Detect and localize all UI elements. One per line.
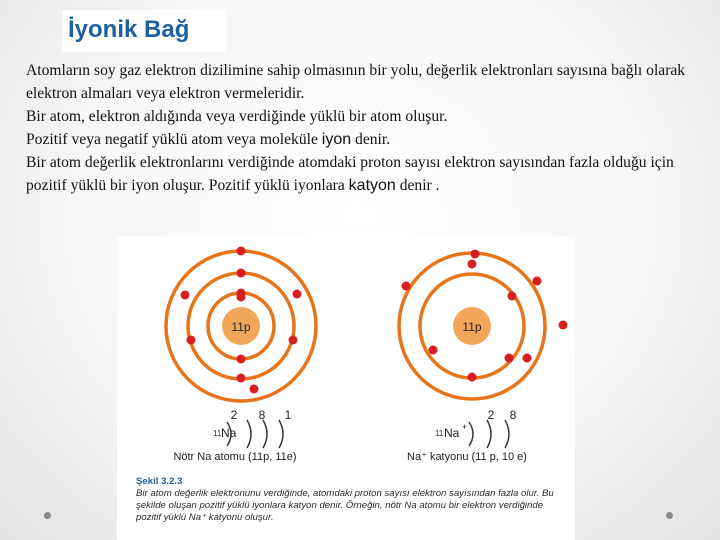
electron [250, 385, 259, 394]
electron [237, 374, 246, 383]
paragraph-2: Bir atom, elektron aldığında veya verdiğinde yüklü bir atom oluşur. [26, 108, 448, 125]
shell-count-1: 2 [487, 408, 495, 422]
atom-figure [117, 236, 575, 540]
electron [505, 354, 514, 363]
figure-caption [136, 476, 566, 524]
shell-count-3: 1 [284, 408, 292, 422]
atom-symbol: Na [221, 426, 237, 440]
paragraph-3-after: denir. [351, 131, 391, 148]
slide-title: İyonik Bağ [68, 16, 190, 43]
electron [181, 291, 190, 300]
electron [468, 260, 477, 269]
electron [289, 336, 298, 345]
paragraph-3 [26, 128, 711, 151]
electron [237, 293, 246, 302]
electron [429, 346, 438, 355]
atom-label: Na⁺ katyonu (11 p, 10 e) [407, 451, 527, 463]
atomic-number: 11 [213, 429, 222, 438]
nucleus-label: 11p [231, 320, 251, 334]
electron [559, 321, 568, 330]
nucleus-label: 11p [462, 320, 482, 334]
shell-count-2: 8 [509, 408, 517, 422]
electron [293, 290, 302, 299]
next-slide-dot[interactable] [666, 512, 673, 519]
atom-symbol: Na [444, 426, 460, 440]
shell-count-2: 8 [258, 408, 266, 422]
electron [523, 354, 532, 363]
paragraph-1: Atomların soy gaz elektron dizilimine sahip olmasının bir yolu, değerlik elektronları sayısına bağlı olarak elektron almaları veya elektron vermeleridir. [26, 62, 686, 102]
electron [533, 277, 542, 286]
paragraph-4 [26, 151, 711, 197]
neutral-na-atom [166, 247, 316, 464]
caption-label: Şekil 3.2.3 [136, 476, 183, 487]
body-text [26, 59, 711, 197]
electron [187, 336, 196, 345]
keyword-iyon: iyon [321, 131, 352, 148]
atom-label: Nötr Na atomu (11p, 11e) [173, 451, 297, 463]
shell-arcs [469, 420, 509, 448]
title-box [62, 10, 226, 52]
electron [237, 269, 246, 278]
electron [508, 292, 517, 301]
paragraph-4-before: Bir atom değerlik elektronlarını verdiğinde atomdaki proton sayısı elektron sayısından fazla olduğu için pozitif yüklü bir iyon oluşur. Pozitif yüklü iyonlara [26, 154, 674, 194]
electron [471, 250, 480, 259]
na-cation [399, 250, 568, 464]
keyword-katyon: katyon [348, 177, 396, 194]
electron [237, 355, 246, 364]
paragraph-3-before: Pozitif veya negatif yüklü atom veya moleküle [26, 131, 322, 148]
electron [237, 247, 246, 256]
electron [402, 282, 411, 291]
charge-sign: + [462, 422, 468, 432]
caption-text: Bir atom değerlik elektronunu verdiğinde, atomdaki proton sayısı elektron sayısından fazla olur. Bu şekilde oluşan pozitif yüklü iyonlara katyon denir. Örneğin, nötr Na atomu bir elektron verdiğinde pozitif yüklü Na⁺ katyonu oluşur. [136, 488, 554, 523]
electron [468, 373, 477, 382]
atomic-number: 11 [435, 429, 444, 438]
paragraph-4-after: denir . [395, 177, 440, 194]
prev-slide-dot[interactable] [44, 512, 51, 519]
shell-count-1: 2 [230, 408, 238, 422]
